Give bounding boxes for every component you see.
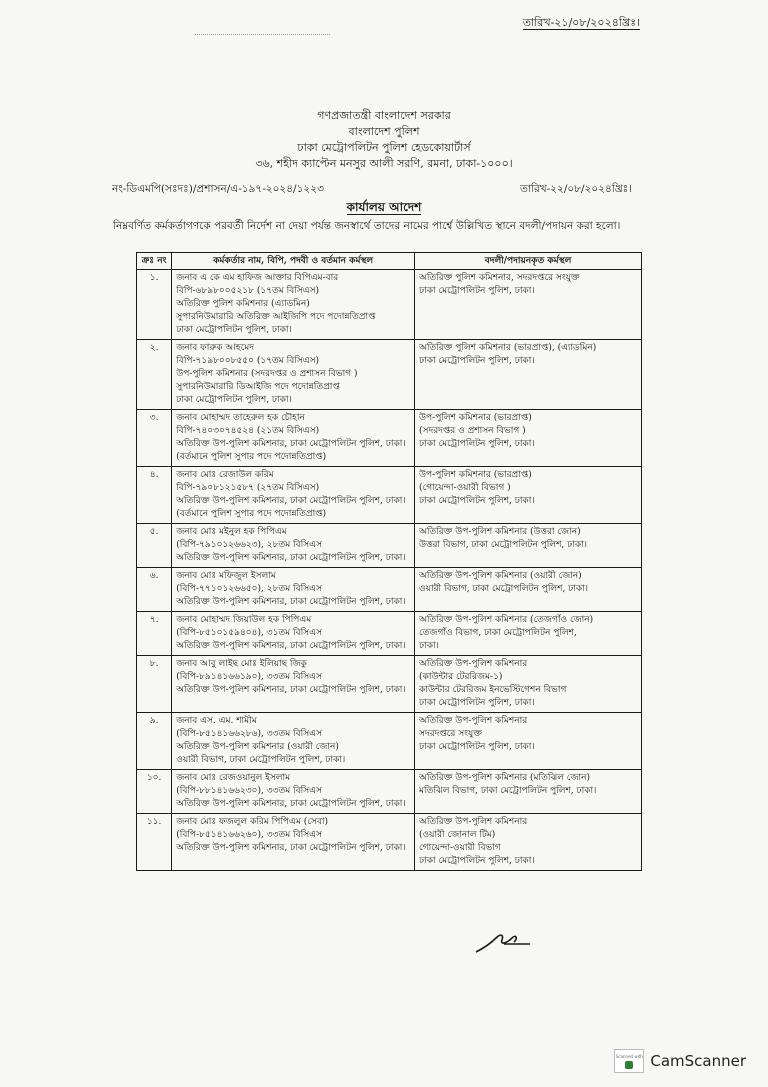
posting-line: ঢাকা মেট্রোপলিটন পুলিশ, ঢাকা।: [419, 286, 535, 296]
posting-line: (সদরদপ্তর ও প্রশাসন বিভাগ ): [419, 426, 526, 436]
officer-line: জনাব আবু লাইছ মোঃ ইলিয়াছ জিকু: [176, 659, 307, 669]
officer-line: ঢাকা মেট্রোপলিটন পুলিশ, ঢাকা।: [176, 325, 292, 335]
header-officer: কর্মকর্তার নাম, বিপি, পদবী ও বর্তমান কর্মস্থল: [172, 253, 415, 270]
memo-date: তারিখ-২২/০৮/২০২৪খ্রিঃ।: [520, 183, 632, 195]
serial-cell: ৭.: [137, 612, 172, 656]
table-row: [137, 524, 642, 568]
posting-line: ঢাকা মেট্রোপলিটন পুলিশ, ঢাকা।: [419, 439, 535, 449]
posting-cell: [415, 467, 642, 524]
office-order-title: কার্যালয় আদেশ: [346, 200, 422, 214]
posting-line: ওয়ারী বিভাগ, ঢাকা মেট্রোপলিটন পুলিশ, ঢাকা।: [419, 584, 588, 594]
transfer-table: [136, 252, 642, 871]
officer-line: বিপি-৭৯০৮১২১৫৮৭ (২৭তম বিসিএস): [176, 483, 320, 493]
officer-line: অতিরিক্ত উপ-পুলিশ কমিশনার, ঢাকা মেট্রোপলিটন পুলিশ, ঢাকা।: [176, 641, 406, 651]
officer-line: (বিপি-৭৯১০১২৬৬২৩), ২৮তম বিসিএস: [176, 540, 322, 550]
serial-cell: ২.: [137, 340, 172, 410]
letterhead-line-2: বাংলাদেশ পুলিশ: [348, 125, 420, 138]
table-header-row: [137, 253, 642, 270]
header-serial: ক্রঃ নং: [137, 253, 172, 270]
posting-line: ঢাকা মেট্রোপলিটন পুলিশ, ঢাকা।: [419, 698, 535, 708]
memo-number: নং-ডিএমপি(সঃদঃ)/প্রশাসন/এ-১৯৭-২০২৪/১২২৩: [112, 183, 324, 195]
posting-cell: [415, 524, 642, 568]
posting-line: মতিঝিল বিভাগ, ঢাকা মেট্রোপলিটন পুলিশ, ঢাকা।: [419, 786, 597, 796]
officer-line: জনাব ফারুক আহমেদ: [176, 343, 254, 353]
officer-cell: [172, 467, 415, 524]
officer-line: জনাব মোঃ মইনুল হক পিপিএম: [176, 527, 287, 537]
officer-cell: [172, 524, 415, 568]
scan-smudge: [195, 34, 330, 38]
posting-line: অতিরিক্ত উপ-পুলিশ কমিশনার (ওয়ারী জোন): [419, 571, 582, 581]
officer-cell: [172, 814, 415, 871]
table-row: [137, 340, 642, 410]
officer-line: বিপি-৬৮৯৮০০৫২১৮ (১৭তম বিসিএস): [176, 286, 320, 296]
posting-line: সদরদপ্তরে সংযুক্ত: [419, 729, 482, 739]
top-date: তারিখ-২১/০৮/২০২৪খ্রিঃ।: [522, 16, 640, 29]
officer-line: (বিপি-৮৮১৪১৬৬২৩০), ৩৩তম বিসিএস: [176, 786, 322, 796]
letterhead-line-4: ৩৬, শহীদ ক্যাপ্টেন মনসুর আলী সরণি, রমনা, ঢাকা-১০০০।: [255, 157, 513, 170]
serial-cell: ১০.: [137, 770, 172, 814]
officer-line: অতিরিক্ত উপ-পুলিশ কমিশনার, ঢাকা মেট্রোপলিটন পুলিশ, ঢাকা।: [176, 553, 406, 563]
officer-line: (বিপি-৮৫১০১৫৯৪০৪), ৩১তম বিসিএস: [176, 628, 322, 638]
header-posting: বদলী/পদায়নকৃত কর্মস্থল: [415, 253, 642, 270]
table-body: [137, 270, 642, 871]
posting-line: গোয়েন্দা-ওয়ারী বিভাগ: [419, 843, 501, 853]
officer-line: বিপি-৭১৯৮০০৮৫৫০ (১৭তম বিসিএস): [176, 356, 320, 366]
posting-line: ঢাকা মেট্রোপলিটন পুলিশ, ঢাকা।: [419, 856, 535, 866]
camscanner-brand: CamScanner: [650, 1052, 746, 1070]
posting-line: উত্তরা বিভাগ, ঢাকা মেট্রোপলিটন পুলিশ, ঢাকা।: [419, 540, 587, 550]
officer-line: জনাব মোঃ ফজলুল করিম পিপিএম (সেবা): [176, 817, 328, 827]
posting-line: অতিরিক্ত উপ-পুলিশ কমিশনার (মতিঝিল জোন): [419, 773, 590, 783]
officer-cell: [172, 713, 415, 770]
officer-line: ওয়ারী বিভাগ, ঢাকা মেট্রোপলিটন পুলিশ, ঢাকা।: [176, 755, 346, 765]
posting-line: অতিরিক্ত উপ-পুলিশ কমিশনার (উত্তরা জোন): [419, 527, 581, 537]
officer-cell: [172, 410, 415, 467]
posting-line: উপ-পুলিশ কমিশনার (ভারপ্রাপ্ত): [419, 413, 532, 423]
posting-cell: [415, 568, 642, 612]
posting-line: অতিরিক্ত উপ-পুলিশ কমিশনার (তেজগাঁও জোন): [419, 615, 594, 625]
officer-line: অতিরিক্ত উপ-পুলিশ কমিশনার, ঢাকা মেট্রোপলিটন পুলিশ, ঢাকা।: [176, 685, 406, 695]
officer-line: অতিরিক্ত উপ-পুলিশ কমিশনার, ঢাকা মেট্রোপলিটন পুলিশ, ঢাকা।: [176, 799, 406, 809]
officer-cell: [172, 656, 415, 713]
posting-line: অতিরিক্ত পুলিশ কমিশনার (ভারপ্রাপ্ত), (এ্যাডমিন): [419, 343, 597, 353]
posting-line: (কাউন্টার টেররিজম-১): [419, 672, 503, 682]
officer-line: (বিপি-৭৭১০১২৬৬৫০), ২৮তম বিসিএস: [176, 584, 322, 594]
posting-line: অতিরিক্ত উপ-পুলিশ কমিশনার: [419, 659, 528, 669]
table-row: [137, 656, 642, 713]
camscanner-badge: Scanned with: [614, 1049, 644, 1073]
posting-line: ঢাকা মেট্রোপলিটন পুলিশ, ঢাকা।: [419, 742, 535, 752]
officer-line: অতিরিক্ত উপ-পুলিশ কমিশনার, ঢাকা মেট্রোপলিটন পুলিশ, ঢাকা।: [176, 597, 406, 607]
serial-cell: ৫.: [137, 524, 172, 568]
posting-cell: [415, 612, 642, 656]
posting-line: ঢাকা মেট্রোপলিটন পুলিশ, ঢাকা।: [419, 356, 535, 366]
posting-line: কাউন্টার টেররিজম ইনভেস্টিগেশন বিভাগ: [419, 685, 567, 695]
serial-cell: ৪.: [137, 467, 172, 524]
officer-line: জনাব মোহাম্মদ তাহেরুল হক চৌহান: [176, 413, 305, 423]
officer-cell: [172, 270, 415, 340]
posting-line: ঢাকা।: [419, 641, 439, 651]
officer-line: জনাব এ কে এম হাফিজ আক্তার বিপিএম-বার: [176, 273, 339, 283]
posting-line: উপ-পুলিশ কমিশনার (ভারপ্রাপ্ত): [419, 470, 532, 480]
serial-cell: ৬.: [137, 568, 172, 612]
officer-cell: [172, 568, 415, 612]
officer-cell: [172, 340, 415, 410]
table-row: [137, 713, 642, 770]
officer-line: জনাব মোঃ মফিজুল ইসলাম: [176, 571, 276, 581]
posting-line: তেজগাঁও বিভাগ, ঢাকা মেট্রোপলিটন পুলিশ,: [419, 628, 577, 638]
intro-paragraph: নিম্নবর্ণিত কর্মকর্তাগণকে পরবর্তী নির্দেশ না দেয়া পর্যন্ত জনস্বার্থে তাদের নামের পার্শ্বে উল্লিখিত স্থানে বদলী/পদায়ন করা হলো।: [113, 220, 621, 232]
officer-line: ঢাকা মেট্রোপলিটন পুলিশ, ঢাকা।: [176, 395, 292, 405]
officer-line: অতিরিক্ত উপ-পুলিশ কমিশনার, ঢাকা মেট্রোপলিটন পুলিশ, ঢাকা।: [176, 496, 406, 506]
table-row: [137, 410, 642, 467]
posting-cell: [415, 770, 642, 814]
posting-cell: [415, 410, 642, 467]
table-row: [137, 467, 642, 524]
table-row: [137, 568, 642, 612]
table-row: [137, 612, 642, 656]
posting-line: (গোয়েন্দা-ওয়ারী বিভাগ ): [419, 483, 511, 493]
officer-line: জনাব এস. এম. শামীম: [176, 716, 257, 726]
posting-cell: [415, 656, 642, 713]
officer-line: বিপি-৭৪০৩০৭৪৫২৪ (২১তম বিসিএস): [176, 426, 320, 436]
posting-line: অতিরিক্ত উপ-পুলিশ কমিশনার: [419, 716, 528, 726]
officer-line: জনাব মোঃ রেজাউল করিম: [176, 470, 274, 480]
officer-line: জনাব মোঃ রেজওয়ানুল ইসলাম: [176, 773, 291, 783]
serial-cell: ৯.: [137, 713, 172, 770]
posting-cell: [415, 713, 642, 770]
posting-cell: [415, 814, 642, 871]
officer-line: সুপারনিউমারারি ডিআইজি পদে পদোন্নতিপ্রাপ্ত: [176, 382, 340, 392]
officer-line: অতিরিক্ত উপ-পুলিশ কমিশনার (ওয়ারী জোন): [176, 742, 339, 752]
officer-line: (বিপি-৮৫১৪১৬৬২৬০), ৩৩তম বিসিএস: [176, 830, 322, 840]
serial-cell: ১১.: [137, 814, 172, 871]
camscanner-watermark: [614, 1049, 746, 1073]
officer-cell: [172, 770, 415, 814]
posting-cell: [415, 270, 642, 340]
officer-line: অতিরিক্ত পুলিশ কমিশনার (এ্যাডমিন): [176, 299, 310, 309]
officer-cell: [172, 612, 415, 656]
serial-cell: ৩.: [137, 410, 172, 467]
officer-line: সুপারনিউমারারি অতিরিক্ত আইজিপি পদে পদোন্নতিপ্রাপ্ত: [176, 312, 376, 322]
officer-line: উপ-পুলিশ কমিশনার (সদরদপ্তর ও প্রশাসন বিভাগ ): [176, 369, 358, 379]
posting-line: অতিরিক্ত পুলিশ কমিশনার, সদরদপ্তরে সংযুক্ত: [419, 273, 580, 283]
officer-line: (বর্তমানে পুলিশ সুপার পদে পদোন্নতিপ্রাপ্ত): [176, 509, 327, 519]
camscanner-logo-icon: [625, 1061, 633, 1069]
officer-line: (বিপি-৮৯১৪১৬৬১৯০), ৩৩তম বিসিএস: [176, 672, 322, 682]
officer-line: অতিরিক্ত উপ-পুলিশ কমিশনার, ঢাকা মেট্রোপলিটন পুলিশ, ঢাকা।: [176, 843, 406, 853]
posting-line: ঢাকা মেট্রোপলিটন পুলিশ, ঢাকা।: [419, 496, 535, 506]
serial-cell: ১.: [137, 270, 172, 340]
posting-line: (ওয়ারী জোনাল টিম): [419, 830, 496, 840]
officer-line: অতিরিক্ত উপ-পুলিশ কমিশনার, ঢাকা মেট্রোপলিটন পুলিশ, ঢাকা।: [176, 439, 406, 449]
officer-line: (বর্তমানে পুলিশ সুপার পদে পদোন্নতিপ্রাপ্ত): [176, 452, 327, 462]
table-row: [137, 770, 642, 814]
letterhead: [0, 108, 768, 172]
letterhead-line-3: ঢাকা মেট্রোপলিটন পুলিশ হেডকোয়ার্টার্স: [297, 141, 471, 154]
table-row: [137, 270, 642, 340]
officer-line: জনাব মোহাম্মদ জিয়াউল হক পিপিএম: [176, 615, 312, 625]
memo-row: [112, 182, 632, 199]
posting-cell: [415, 340, 642, 410]
table-row: [137, 814, 642, 871]
signature: [474, 928, 534, 960]
letterhead-line-1: গণপ্রজাতন্ত্রী বাংলাদেশ সরকার: [317, 109, 451, 122]
serial-cell: ৮.: [137, 656, 172, 713]
posting-line: অতিরিক্ত উপ-পুলিশ কমিশনার: [419, 817, 528, 827]
officer-line: (বিপি-৮৫১৪১৬৬২৮৬), ৩৩তম বিসিএস: [176, 729, 322, 739]
